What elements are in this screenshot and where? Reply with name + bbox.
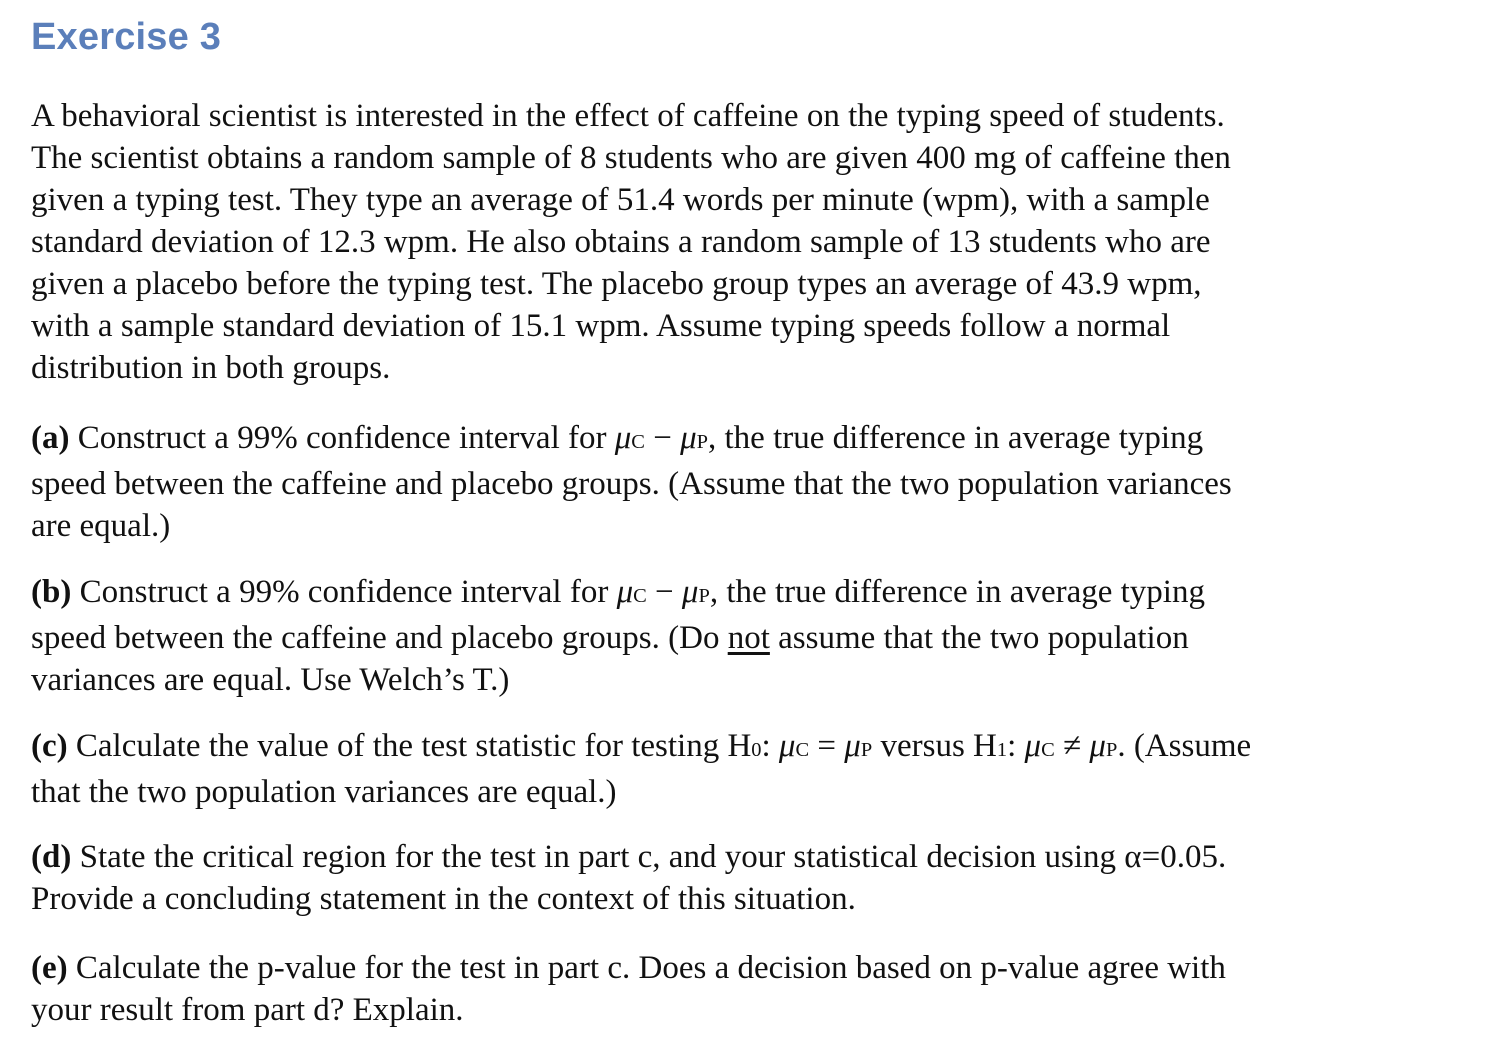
mu-symbol: μ (1089, 728, 1106, 764)
intro-line-3: given a typing test. They type an average of 51.4 words per minute (wpm), with a sample (31, 182, 1210, 218)
part-d (31, 836, 1226, 920)
part-e-line-2: your result from part d? Explain. (31, 992, 464, 1028)
part-d-label: (d) (31, 839, 72, 875)
equals-sign: = (809, 728, 845, 764)
part-a-line-1 (31, 417, 1232, 463)
placebo-subscript: P (1105, 739, 1118, 761)
placebo-subscript: P (696, 431, 709, 453)
part-b-text-4: assume that the two population (769, 620, 1189, 656)
part-a-line-2: speed between the caffeine and placebo groups. (Assume that the two population variances (31, 466, 1232, 502)
alt-hypothesis-subscript: 1 (996, 739, 1008, 761)
part-b-label: (b) (31, 574, 72, 610)
mu-symbol: μ (1024, 728, 1042, 764)
caffeine-subscript: C (633, 585, 647, 607)
minus-sign: − (646, 574, 682, 610)
part-b-line-2 (31, 617, 1205, 659)
part-d-text-1: State the critical region for the test in part c, and your statistical decision using α=0.05. (71, 839, 1227, 875)
null-hypothesis-subscript: 0 (751, 739, 762, 761)
part-e-line-1 (31, 947, 1226, 989)
intro-line-4: standard deviation of 12.3 wpm. He also obtains a random sample of 13 students who are (31, 224, 1211, 260)
part-e-label: (e) (31, 950, 68, 986)
colon: : (761, 728, 779, 764)
intro-line-7: distribution in both groups. (31, 350, 391, 386)
intro-line-2: The scientist obtains a random sample of 8 students who are given 400 mg of caffeine then (31, 140, 1231, 176)
part-a-text-1: Construct a 99% confidence interval for (69, 420, 615, 456)
part-e (31, 947, 1226, 1031)
intro-line-5: given a placebo before the typing test. The placebo group types an average of 43.9 wpm, (31, 266, 1202, 302)
mu-symbol: μ (616, 574, 634, 610)
mu-symbol: μ (778, 728, 796, 764)
part-a (31, 417, 1232, 547)
part-c (31, 725, 1251, 813)
not-equal-sign: ≠ (1054, 728, 1090, 764)
placebo-subscript: P (698, 585, 710, 607)
caffeine-subscript: C (1041, 739, 1055, 761)
exercise-title: Exercise 3 (31, 16, 222, 58)
mu-symbol: μ (844, 728, 861, 764)
part-c-line-1 (31, 725, 1251, 771)
caffeine-subscript: C (795, 739, 810, 761)
part-b-line-3: variances are equal. Use Welch’s T.) (31, 662, 510, 698)
intro-line-1: A behavioral scientist is interested in the effect of caffeine on the typing speed of students. (31, 98, 1225, 134)
part-d-line-1 (31, 836, 1226, 878)
part-b-line-1 (31, 571, 1205, 617)
part-b (31, 571, 1205, 701)
colon: : (1007, 728, 1025, 764)
part-c-text-2: . (Assume (1117, 728, 1252, 764)
mu-symbol: μ (614, 420, 632, 456)
part-e-text-1: Calculate the p-value for the test in part c. Does a decision based on p-value agree with (67, 950, 1226, 986)
placebo-subscript: P (860, 739, 873, 761)
part-b-text-3: speed between the caffeine and placebo groups. (Do (31, 620, 728, 656)
part-c-versus: versus H (872, 728, 997, 764)
part-a-text-2: , the true difference in average typing (708, 420, 1204, 456)
mu-symbol: μ (681, 574, 699, 610)
part-a-label: (a) (31, 420, 70, 456)
underlined-not: not (727, 620, 770, 656)
part-d-line-2: Provide a concluding statement in the context of this situation. (31, 881, 856, 917)
intro-line-6: with a sample standard deviation of 15.1 wpm. Assume typing speeds follow a normal (31, 308, 1171, 344)
intro-paragraph (31, 95, 1231, 389)
part-c-line-2: that the two population variances are equal.) (31, 774, 617, 810)
part-c-text-1: Calculate the value of the test statistic for testing H (67, 728, 752, 764)
part-b-text-2: , the true difference in average typing (709, 574, 1205, 610)
minus-sign: − (644, 420, 681, 456)
caffeine-subscript: C (631, 431, 645, 453)
part-c-label: (c) (31, 728, 68, 764)
part-b-text-1: Construct a 99% confidence interval for (71, 574, 617, 610)
mu-symbol: μ (680, 420, 697, 456)
part-a-line-3: are equal.) (31, 508, 171, 544)
